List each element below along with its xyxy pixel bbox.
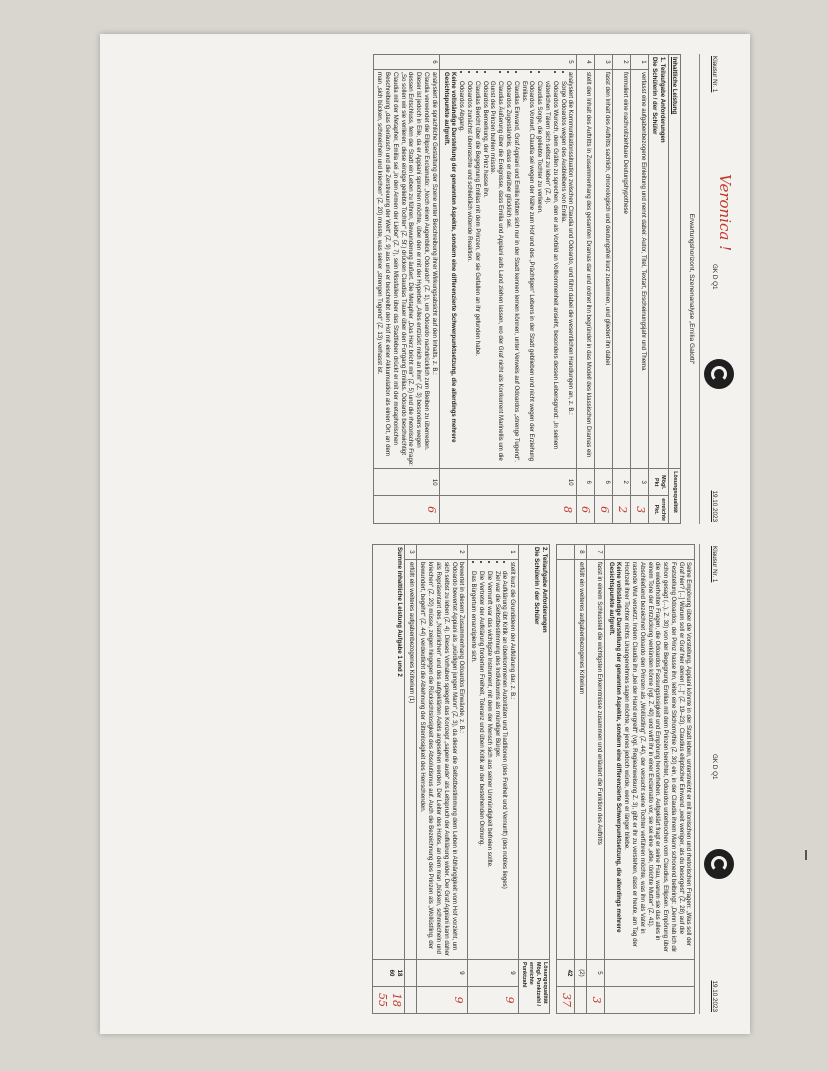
- table-row: 6 analysiert die sprachliche Gestaltung der Szene unter Beschreibung ihrer Wirkungsabsicht auf den Inhalts, z. B.: Claudia verwendet die Ellipse/ Exclamatio: „Noch einen Augenblick, Odoardo!“ (Z. 1), um Odoardo nachdrücklich zum Bleiben zu überreden. Dieser ist jedoch in Eile, da er Appiani sprechen möchte, über den er mit der Hyperbel „Alles entzückt mich an ihm“ (Z. 3) besonders wegen dessen Entschluss, fern der Stadt ein Leben zu führen, Bewunderung äußert. Die Metapher „Das Herz bricht mir“ (Z. 5) und die rhetorische Frage: „So sollen wir sie verlieren, diese einzige geliebte Tochter“ (Z. 5f.) drücken Claudias Trauer über den Fortgang Emilias. Odoardo beschwichtigt Claudia mit der Metapher, Emilia sei „in den Armen der Liebe“ (Z. 7), sein Missfallen über das Stadtleben drückt er mit der metaphorischen Beschreibung „das Geräusch und die Zerstreuung der Welt“ (Z. 9) aus und er beschreibt den Hof mit einer Akkumulation als einen Ort, an dem man „sich bücken, schmeicheln und kriechen“ (Z. 20) musste, was seiner „strengen Tugend“ (Z. 13) verhasst ist. 10 6: [373, 55, 439, 524]
- date-label: 19.10.2023: [711, 490, 718, 522]
- table-row: 5 analysiert die Kommunikationssituation zwischen Claudia und Odoardo, und führt dabei die wesentlichen Handlungen an, z. B.: • Sorge Odoardos wegen des Ausbleibens von Emilia. • Odoardos Wunsch, dem Gräfen zu sprechen, den er als Vorbild an Vollkommenheit ansieht, besonders dessen Lebensgrund: „In seinem väterlichen Tälern sich selbst zu leben“ (Z. 4). • Claudias Sorge, die geliebte Tochter zu verlieren. • Odoardos Vorwurf, Claudia sei wegen der Nähe zum Hof und des „Prächtigen“ Lebens in der Stadt geblieben und nicht wegen der Erziehung Emilias. • Claudias Einwand, Graf Appiani und Emilia hätten sich nur in der Stadt kennen lernen können, unter Verweis auf Odoardos „strenge Tugend“. • Odoardos Zugeständnis, dass er darüber glücklich sei. • Claudias Äußerung über die Ereignisse, dass Emilia und Appiani aufs Land ziehen lassen, wo der Graf nicht als Konkurrent Marinellis um die Gunst des Prinzen buhlen müsste. • Odoardos Bemerkung, der Prinz hasse ihn. • Claudias Bericht über die Begegnung Emilias mit dem Prinzen, der sie Gefallen an ihr gefunden habe. • Odoardos zunächst überraschte und schließlich wütende Reaktion. • Odoardos Abgang. Keine vollständige Darstellung der genannten Aspekte, sondern eine differenzierte Schwerpunktsetzung, die allerdings mehrere Gesichtspunkte aufgreift. 10 8: [440, 55, 577, 524]
- grading-table-1: [373, 54, 681, 524]
- course-label: GK D Q1: [711, 264, 718, 290]
- subtotal-row: 42 37: [557, 545, 575, 1014]
- right-page: [116, 544, 736, 1014]
- teil1-header: 1. Teilaufgabe Anforderungen Die Schülerin / der Schüler: [649, 55, 669, 469]
- grading-table-1-continued: [556, 544, 695, 1014]
- klausur-label: Klausur Nr. 1: [711, 56, 718, 93]
- date-label: 19.10.2023: [711, 980, 718, 1012]
- table-row: 4 stellt den Inhalt des Auftritts in Zusammenhang des gesamten Dramas dar und ordnet ihn begründet in das Modell des klassischen Dramas ein 6 6: [576, 55, 594, 524]
- table-row: 7 fasst in einem Schlussteil die wichtigsten Erkenntnisse zusammen und erläutert die Funktion des Auftritts 5 3: [587, 545, 605, 1014]
- table-row: 8 erfüllt ein weiteres aufgabenbezogenes Kriterium (2): [575, 545, 587, 1014]
- klausur-label: Klausur Nr. 1: [711, 546, 718, 583]
- school-logo-icon: [704, 849, 734, 879]
- table-row: Seine Empörung über die Vorstellung, Appiani könnte in der Stadt leben, unterstreicht er mit ironischen und rhetorischen Fragen: „Was soll der Graf hier? [...] Warum soll er Graf hier denen [...]“ (Z. 19–23). Claudius elliptischer Einwand „weit weniger, als du besorgest“ (Z. 28) auf die Feststellung Odoardos, der Prinz hasse ihn, leitet eine Stichomythie (Z. 30) ein, in der Claudia ihrem Mann schonend beibringt: „Denn hab ich dir schon gesagt (...), Z. 30) von der Begegnung Emilias mit dem Prinzen berichtet, Odoardos unterbrochen vom Claudius, Ellipsen. Empörung über die wiederholten Fragen, die Odoardos Fassungslosigkeit und Empörung hervorheben. Aufgeklärt fragt er seine Frau, warum sie das alles in einem Tone der Entzückung verkünden könne (vgl. Z. 40) und wirft ihr in einer Exclamatio vor, sie sei eine „eitle, törichte Mutter“ (Z. 41). Abschließend bezeichnet Odoardo den Prinzen als „Wollüstling“ (Z. 44), der versucht seine Tochter verführen möchte, was ihn als Vater in rasende Wut versetzt. Indem Claudia ihn „bei der Hand ergreift“ (vgl. Regieanweisung Z. 3), gibt er ihr zu verstehen, dass er heute, am Tag der Hochzeit ihrer Tochter nichts Unangenehmes sagen möchte, er jenes jedoch würde, wenn er länger bliebe. Keine vollständige Darstellung der genannten Aspekte, sondern eine differenzierte Schwerpunktsetzung, die allerdings mehrere Gesichtspunkte aufgreift.: [605, 545, 695, 1014]
- page-header: [699, 544, 736, 1014]
- binder-mark: [805, 850, 807, 860]
- document-subtitle: Erwartungshorizont, Szenenanalyse „Emilia Galotti“: [688, 213, 695, 365]
- table-row: 1 verfasst eine aufgabenbezogene Einleitung und nennt dabei: Autor, Titel, Textart, Erscheinungsjahr und Thema 3 3: [631, 55, 649, 524]
- teil2-header: 2. Teilaufgabe Anforderungen Die Schülerin / der Schüler: [518, 545, 550, 960]
- table-row: 3 erfüllt ein weiteres aufgabenbezogenes Kriterium (1): [405, 545, 417, 1014]
- rotated-content: [100, 34, 750, 1034]
- course-label: GK D Q1: [711, 754, 718, 780]
- grading-table-2: [372, 544, 550, 1014]
- col-header-lq: Lösungsqualität Mögl. Punktzahl / erreichte Punktzahl: [518, 960, 550, 1014]
- page-header: [699, 54, 736, 524]
- table-row: 2 bewertet in diesem Zusammenhang Odoardos Einwände, z. B.: Odoardo bewertet Appiani als „würdigen jungen Mann“ (Z. 3), da dieser die Selbstbestimmung dem Leben in Abhängigkeit vom Hof vorzieht, um sich selbst zu leben (Z. 4). Dieses Vorhaben spiegelt das Konzept „sapere aude“ als Leitspruch der Aufklärung wider. Der Graf Appiani kann daher als Repräsentant des „Natürlichen“ und des aufgeklärten Adels angesehen werden. Der Leiter des Hofes, an dem man „bücken, schmeicheln und kriechen“ (Z. 20) müsse, zeigen hingegen die Rücksichtslosigkeit des Absolutismus auf. Auch die Bezeichnung des Prinzen als „Wollüstling, der bewundert, begehrt“ (Z. 44) verdeutlicht die Ablehnung der Sittenlosigkeit des Herrschenden. 9 9: [417, 545, 468, 1014]
- school-logo-icon: [704, 359, 734, 389]
- sum-row: Summe inhaltliche Leistung Aufgabe 1 und 2 18 60 18 55: [373, 545, 405, 1014]
- table-row: 2 formuliert eine nachvollziehbare Deutungshypothese 2 2: [613, 55, 631, 524]
- handwritten-name: Veronica !: [716, 174, 734, 252]
- col-max: Mögl. Pkt: [649, 469, 669, 496]
- col-header-lq: Lösungsqualität: [668, 469, 680, 524]
- scanned-sheet: [100, 34, 750, 1034]
- left-page: [116, 54, 736, 524]
- col-header-inhalt: Inhaltliche Leistung: [668, 55, 680, 469]
- table-row: 1 stellt kurz die Grundideen der Aufklärung dar, z. B.: • die Aufklärung übt Kritik an überkommenen Autoritäten und Traditionen (des Freiheit und Vernunft) (des nobles lieges) • Ziel war die Selbstbestimmung des Individuums als mündiger Bürger. • Die Vernunft war das wichtigste Instrument, mit dem der Mensch sich aus seiner Unmündigkeit befreien sollte. • Die Vertreter der Aufklärung forderten Freiheit, Toleranz und üben Kritik an der bestehenden Ordnung. • Das Bürgertum emanzipierte sich. 9 9: [467, 545, 518, 1014]
- col-got: erreichte Pkt.: [649, 496, 669, 524]
- table-row: 3 fasst den Inhalt des Auftritts sachlich, chronologisch und deutungsfrei kurz zusammen, und gliedert ihn dabei 6 6: [594, 55, 612, 524]
